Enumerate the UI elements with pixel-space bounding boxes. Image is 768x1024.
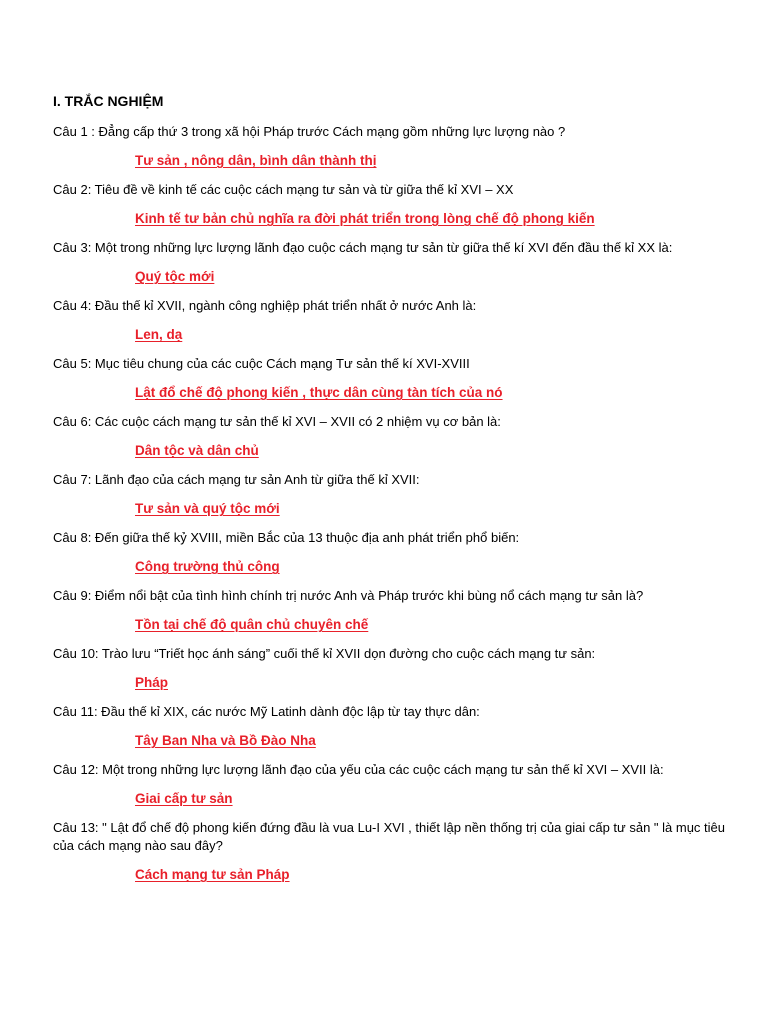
question-text: Câu 8: Đến giữa thế kỷ XVIII, miền Bắc của 13 thuộc địa anh phát triển phổ biến: — [53, 530, 520, 545]
question-item — [53, 181, 743, 239]
question-text: Câu 4: Đầu thế kỉ XVII, ngành công nghiệp phát triển nhất ở nước Anh là: — [53, 298, 477, 313]
question-text: Câu 1 : Đẳng cấp thứ 3 trong xã hội Pháp trước Cách mạng gồm những lực lượng nào ? — [53, 124, 566, 139]
answer-text: Cách mạng tư sản Pháp — [135, 867, 290, 882]
question-text: Câu 10: Trào lưu “Triết học ánh sáng” cuối thế kỉ XVII dọn đường cho cuộc cách mạng tư sản: — [53, 646, 596, 661]
answer-text: Giai cấp tư sản — [135, 791, 233, 806]
question-text: Câu 12: Một trong những lực lượng lãnh đạo của yếu của các cuộc cách mạng tư sản thế kỉ XVI – XVII là: — [53, 762, 664, 777]
question-item — [53, 761, 743, 819]
question-list — [53, 123, 743, 895]
section-heading: I. TRẮC NGHIỆM — [53, 93, 164, 109]
answer-text: Kinh tế tư bản chủ nghĩa ra đời phát triển trong lòng chế độ phong kiến — [135, 211, 595, 226]
question-item — [53, 123, 743, 181]
answer-text: Len, dạ — [135, 327, 183, 342]
question-item — [53, 413, 743, 471]
question-item — [53, 471, 743, 529]
answer-text: Tư sản và quý tộc mới — [135, 501, 280, 516]
question-text: Câu 2: Tiêu đề về kinh tế các cuộc cách mạng tư sản và từ giữa thế kỉ XVI – XX — [53, 182, 514, 197]
question-item — [53, 529, 743, 587]
question-item — [53, 819, 743, 895]
question-text: Câu 6: Các cuộc cách mạng tư sản thế kỉ XVI – XVII có 2 nhiệm vụ cơ bản là: — [53, 414, 501, 429]
answer-text: Tư sản , nông dân, bình dân thành thị — [135, 153, 377, 168]
question-item — [53, 645, 743, 703]
question-text: Câu 5: Mục tiêu chung của các cuộc Cách mạng Tư sản thế kí XVI-XVIII — [53, 356, 470, 371]
question-item — [53, 355, 743, 413]
answer-text: Lật đổ chế độ phong kiến , thực dân cùng tàn tích của nó — [135, 385, 503, 400]
question-item — [53, 239, 743, 297]
answer-text: Công trường thủ công — [135, 559, 280, 574]
question-text: Câu 9: Điểm nổi bật của tình hình chính trị nước Anh và Pháp trước khi bùng nổ cách mạng tư sản là? — [53, 588, 644, 603]
question-item — [53, 703, 743, 761]
question-item — [53, 297, 743, 355]
question-text: Câu 11: Đầu thế kỉ XIX, các nước Mỹ Latinh dành độc lập từ tay thực dân: — [53, 704, 480, 719]
answer-text: Tây Ban Nha và Bồ Đào Nha — [135, 733, 316, 748]
question-text: Câu 3: Một trong những lực lượng lãnh đạo cuộc cách mạng tư sản từ giữa thế kí XVI đến đầu thế kỉ XX là: — [53, 240, 673, 255]
answer-text: Dân tộc và dân chủ — [135, 443, 259, 458]
answer-text: Tồn tại chế độ quân chủ chuyên chế — [135, 617, 369, 632]
question-text: Câu 7: Lãnh đạo của cách mạng tư sản Anh từ giữa thế kỉ XVII: — [53, 472, 420, 487]
answer-text: Pháp — [135, 675, 169, 690]
answer-text: Quý tộc mới — [135, 269, 215, 284]
question-item — [53, 587, 743, 645]
question-text: Câu 13: " Lật đổ chế độ phong kiến đứng đầu là vua Lu-I XVI , thiết lập nền thống trị của giai cấp tư sản " là mục tiêu của cách mạng nào sau đây? — [53, 820, 726, 853]
